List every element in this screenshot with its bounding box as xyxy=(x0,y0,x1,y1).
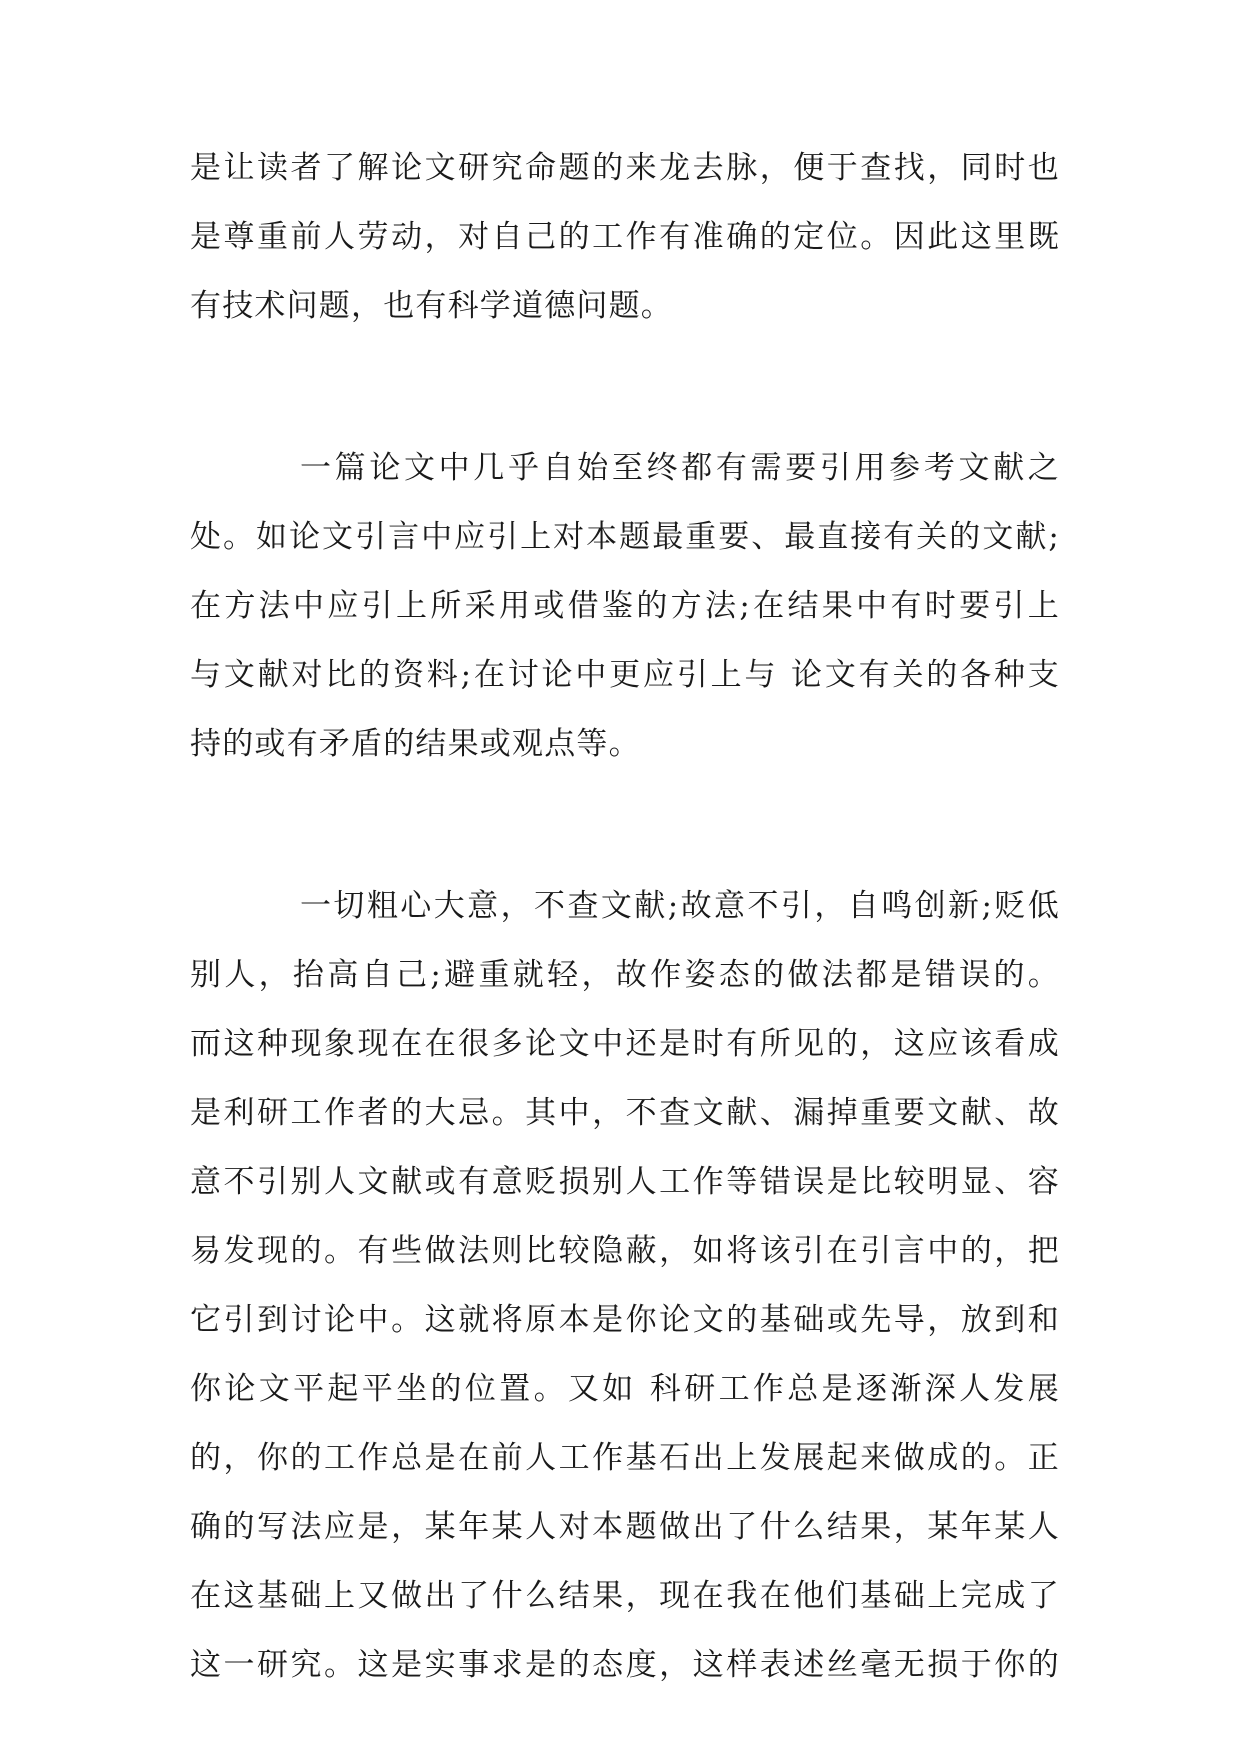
paragraph-3-line-5: 意不引别人文献或有意贬损别人工作等错误是比较明显、容 xyxy=(190,1164,1060,1200)
paragraph-3-line-10: 确的写法应是，某年某人对本题做出了什么结果，某年某人 xyxy=(190,1509,1060,1545)
paragraph-1-line-3: 有技术问题，也有科学道德问题。 xyxy=(190,288,673,324)
paragraph-3-line-8: 你论文平起平坐的位置。又如 科研工作总是逐渐深人发展 xyxy=(190,1371,1060,1407)
paragraph-2-line-4: 与文献对比的资料;在讨论中更应引上与 论文有关的各种支 xyxy=(190,657,1060,693)
paragraph-3-line-4: 是利研工作者的大忌。其中，不查文献、漏掉重要文献、故 xyxy=(190,1095,1060,1131)
paragraph-2-line-2: 处。如论文引言中应引上对本题最重要、最直接有关的文献; xyxy=(190,519,1060,555)
paragraph-2-line-3: 在方法中应引上所采用或借鉴的方法;在结果中有时要引上 xyxy=(190,588,1060,624)
paragraph-2-line-1: 一篇论文中几乎自始至终都有需要引用参考文献之 xyxy=(300,450,1060,486)
paragraph-1-line-1: 是让读者了解论文研究命题的来龙去脉，便于查找，同时也 xyxy=(190,150,1060,186)
paragraph-3-line-3: 而这种现象现在在很多论文中还是时有所见的，这应该看成 xyxy=(190,1026,1060,1062)
paragraph-3-line-7: 它引到讨论中。这就将原本是你论文的基础或先导，放到和 xyxy=(190,1302,1060,1338)
paragraph-3-line-6: 易发现的。有些做法则比较隐蔽，如将该引在引言中的，把 xyxy=(190,1233,1060,1269)
paragraph-3-line-2: 别人，抬高自己;避重就轻，故作姿态的做法都是错误的。 xyxy=(190,957,1060,993)
paragraph-1-line-2: 是尊重前人劳动，对自己的工作有准确的定位。因此这里既 xyxy=(190,219,1060,255)
paragraph-3-line-9: 的，你的工作总是在前人工作基石出上发展起来做成的。正 xyxy=(190,1440,1060,1476)
paragraph-2-line-5: 持的或有矛盾的结果或观点等。 xyxy=(190,726,641,762)
paragraph-3-line-12: 这一研究。这是实事求是的态度，这样表述丝毫无损于你的 xyxy=(190,1647,1060,1683)
paragraph-3-line-1: 一切粗心大意，不查文献;故意不引，自鸣创新;贬低 xyxy=(300,888,1060,924)
paragraph-3-line-11: 在这基础上又做出了什么结果，现在我在他们基础上完成了 xyxy=(190,1578,1060,1614)
